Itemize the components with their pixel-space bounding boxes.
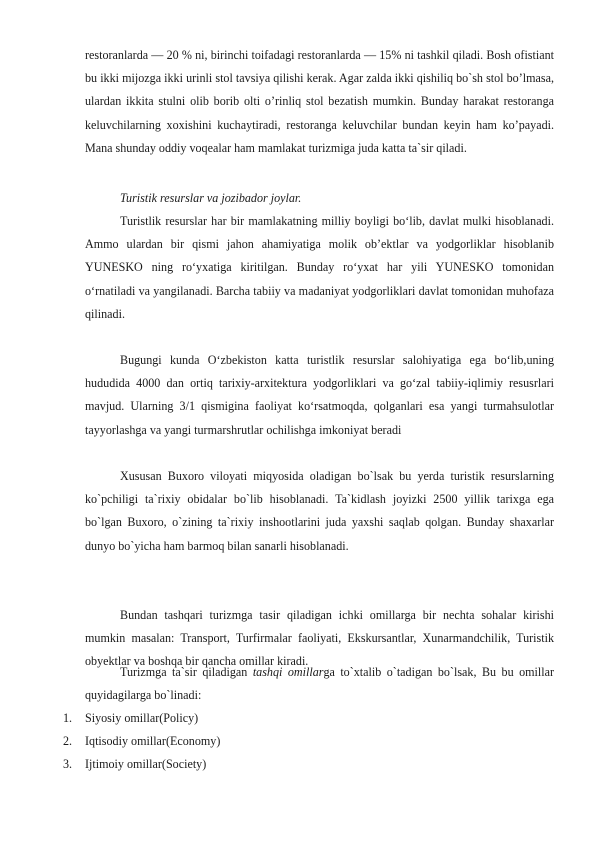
external-factors-rest: ga to`xtalib o`tadigan bo`lsak, Bu bu omillar quyidagilarga bo`linadi: [85,665,554,703]
external-factors-lead: Turizmga ta`sir qiladigan [120,665,253,679]
list-item-number: 1. [63,711,73,725]
paragraph-uzbekistan-potential: Bugungi kunda O‘zbekiston katta turistlik resurslar salohiyatiga ega bo‘lib,uning hududida 4000 dan ortiq tarixiy-arxitektura yodgorliklari va go‘zal tabiiy-iqlimiy resusrlari mavjud. Ularning 3/1 qismigina faoliyat ko‘rsatmoqda, qolganlari esa yangi turmahsulotlar tayyorlashga va yangi turmarshrutlar ochilishga imkoniyat beradi [85,353,554,437]
paragraph-internal-factors: Bundan tashqari turizmga tasir qiladigan ichki omillarga bir nechta sohalar kirishi mumkin masalan: Transport, Turfirmalar faoliyati, Ekskursantlar, Xunarmandchilik, Turistik obyektlar va boshqa bir qancha omillar kiradi. [85,608,554,669]
external-factors-term: tashqi omillar [252,665,324,679]
paragraph-restaurants: restoranlarda — 20 % ni, birinchi toifadagi restoranlarda — 15% ni tashkil qiladi. Bosh ofistiant bu ikki mijozga ikki urinli stol tavsiya qilishi kerak. Agar zalda ikki qishiliq bo`sh stol bo’lmasa, ulardan ikkita stulni olib borib olti o’rinliq stol bezatish mumkin. Bunday harakat restoranga keluvchilarning xoxishini kuchaytiradi, restoranga keluvchilar bundan keyin ham ko’payadi. Mana shunday oddiy voqealar ham mamlakat turizmiga juda katta ta`sir qiladi. [85,48,554,155]
list-item [63,753,207,776]
paragraph-external-factors [85,661,554,707]
list-item-text: Siyosiy omillar(Policy) [85,711,199,725]
factors-list [63,707,221,777]
list-item [63,730,221,753]
list-item-text: Ijtimoiy omillar(Society) [85,757,207,772]
list-item-text: Iqtisodiy omillar(Economy) [85,734,221,749]
section-heading: Turistik resurslar va jozibador joylar. [120,191,302,205]
paragraph-tourist-resources: Turistlik resurslar har bir mamlakatning milliy boyligi bo‘lib, davlat mulki hisoblanadi. Ammo ulardan bir qismi jahon ahamiyatiga molik ob’ektlar va yodgorliklar hisoblanib YUNESKO ning ro‘yxatiga kiritilgan. Bunday ro‘yxat har yili YUNESKO tomonidan o‘rnatiladi va yangilanadi. Barcha tabiiy va madaniyat yodgorliklari davlat tomonidan muhofaza qilinadi. [85,214,554,321]
list-item-number: 3. [63,757,73,772]
list-item [63,707,199,730]
list-item-number: 2. [63,734,73,749]
paragraph-bukhara: Xususan Buxoro viloyati miqyosida oladigan bo`lsak bu yerda turistik resurslarning ko`pchiligi ta`rixiy obidalar bo`lib hisoblanadi. Ta`kidlash joyizki 2500 yillik tarixga ega bo`lgan Buxoro, o`zining ta`rixiy inshootlarini juda yaxshi saqlab qolgan. Bunday shaxarlar dunyo bo`yicha ham barmoq bilan sanarli hisoblanadi. [85,469,554,553]
